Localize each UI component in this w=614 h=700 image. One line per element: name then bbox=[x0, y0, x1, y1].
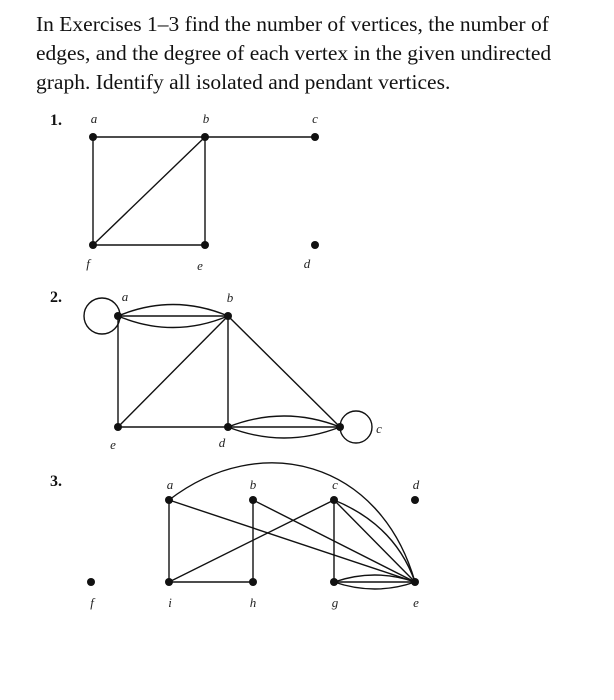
label-a: a bbox=[121, 289, 129, 304]
label-i: i bbox=[168, 595, 172, 610]
label-e: e bbox=[197, 258, 203, 273]
label-d: d bbox=[412, 477, 420, 492]
label-d: d bbox=[218, 435, 226, 450]
vertex-a bbox=[89, 133, 97, 141]
vertex-e bbox=[201, 241, 209, 249]
graph-2 bbox=[50, 289, 382, 452]
label-e: e bbox=[413, 595, 419, 610]
edge-b-c bbox=[228, 316, 340, 427]
vertex-b bbox=[201, 133, 209, 141]
exercise-1-number: 1. bbox=[50, 112, 62, 129]
label-e: e bbox=[110, 437, 116, 452]
label-c: c bbox=[332, 477, 338, 492]
label-d: d bbox=[303, 256, 311, 271]
edge-c-i bbox=[169, 500, 334, 582]
edge-g-e-3 bbox=[334, 582, 415, 589]
edge-d-c-3 bbox=[228, 427, 340, 438]
vertex-c bbox=[330, 496, 338, 504]
label-g: g bbox=[331, 595, 339, 610]
vertex-b bbox=[249, 496, 257, 504]
edge-a-b-2 bbox=[118, 305, 228, 317]
label-f: f bbox=[90, 595, 94, 610]
edge-e-b bbox=[118, 316, 228, 427]
vertex-c bbox=[336, 423, 344, 431]
vertex-h bbox=[249, 578, 257, 586]
vertex-e bbox=[114, 423, 122, 431]
label-b: b bbox=[226, 290, 234, 305]
vertex-d bbox=[224, 423, 232, 431]
edge-d-c-2 bbox=[228, 416, 340, 427]
label-a: a bbox=[166, 477, 174, 492]
exercise-instructions: In Exercises 1–3 find the number of vertices, the number of edges, and the degree of each vertex in the given undirected graph. Identify all isolated and pendant vertices. bbox=[36, 12, 552, 94]
graph-1 bbox=[50, 111, 319, 273]
vertex-e bbox=[411, 578, 419, 586]
vertex-i bbox=[165, 578, 173, 586]
vertex-f bbox=[87, 578, 95, 586]
vertex-f bbox=[89, 241, 97, 249]
label-a: a bbox=[90, 111, 98, 126]
vertex-d bbox=[311, 241, 319, 249]
vertex-d bbox=[411, 496, 419, 504]
label-c: c bbox=[376, 421, 382, 436]
label-f: f bbox=[86, 256, 90, 271]
label-b: b bbox=[249, 477, 257, 492]
edge-a-b-3 bbox=[118, 316, 228, 328]
vertex-a bbox=[165, 496, 173, 504]
edge-f-b bbox=[93, 137, 205, 245]
loop-c bbox=[340, 411, 372, 443]
vertex-g bbox=[330, 578, 338, 586]
label-b: b bbox=[202, 111, 210, 126]
exercise-3-number: 3. bbox=[50, 473, 62, 490]
label-c: c bbox=[312, 111, 318, 126]
label-h: h bbox=[249, 595, 257, 610]
edge-c-e-1 bbox=[334, 500, 415, 582]
vertex-a bbox=[114, 312, 122, 320]
exercise-2-number: 2. bbox=[50, 289, 62, 306]
vertex-b bbox=[224, 312, 232, 320]
graph-3 bbox=[50, 463, 420, 610]
vertex-c bbox=[311, 133, 319, 141]
